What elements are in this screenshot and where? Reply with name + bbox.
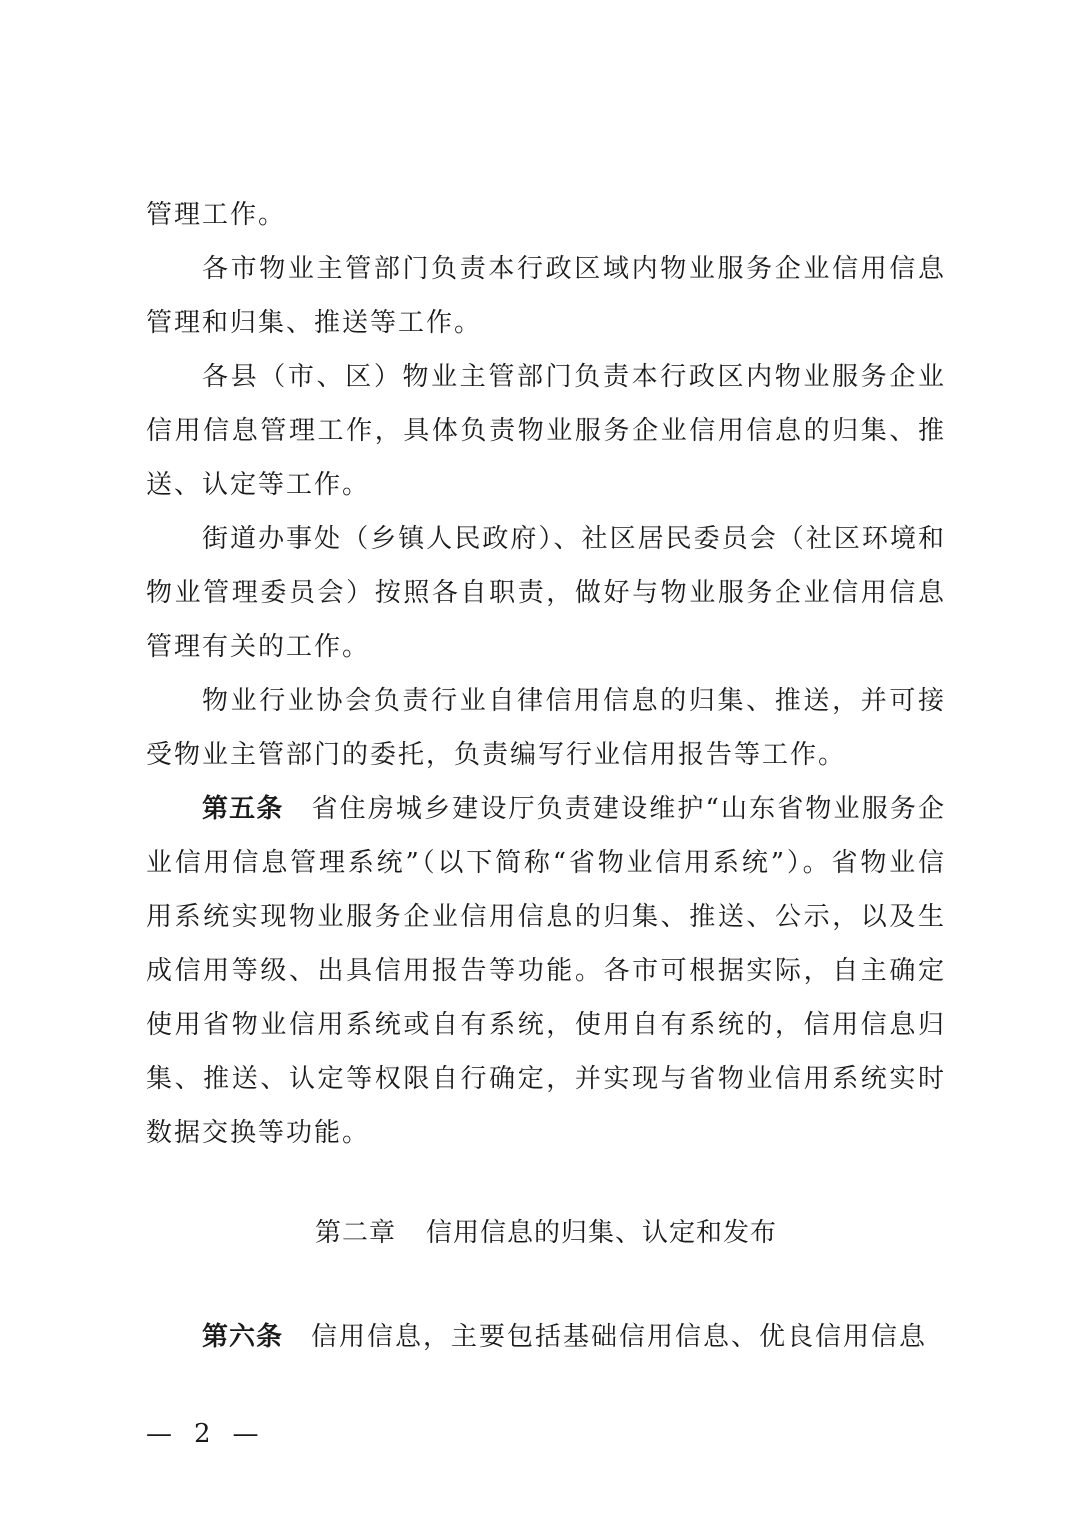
chapter-title: 信用信息的归集、认定和发布	[426, 1218, 778, 1248]
article-6	[146, 1310, 946, 1364]
document-body	[146, 188, 946, 1364]
article-6-label: 第六条	[202, 1322, 284, 1352]
page-footer	[146, 1416, 261, 1452]
paragraph-continued: 管理工作。	[146, 200, 287, 230]
article-5-label: 第五条	[202, 794, 284, 824]
page-number: 2	[194, 1419, 213, 1449]
footer-dash-right: —	[232, 1419, 261, 1449]
paragraph-industry-association: 物业行业协会负责行业自律信用信息的归集、推送，并可接受物业主管部门的委托，负责编写行业信用报告等工作。	[146, 686, 946, 770]
chapter-heading	[146, 1206, 946, 1260]
article-5-text: 省住房城乡建设厅负责建设维护“山东省物业服务企业信用信息管理系统”（以下简称“省物业信用系统”）。省物业信用系统实现物业服务企业信用信息的归集、推送、公示，以及生成信用等级、出具信用报告等功能。各市可根据实际，自主确定使用省物业信用系统或自有系统，使用自有系统的，信用信息归集、推送、认定等权限自行确定，并实现与省物业信用系统实时数据交换等功能。	[146, 794, 946, 1148]
article-6-text: 信用信息，主要包括基础信用信息、优良信用信息	[311, 1322, 928, 1352]
chapter-number: 第二章	[314, 1218, 396, 1248]
paragraph-city-department: 各市物业主管部门负责本行政区域内物业服务企业信用信息管理和归集、推送等工作。	[146, 254, 946, 338]
footer-dash-left: —	[146, 1419, 174, 1449]
paragraph-county-department: 各县（市、区）物业主管部门负责本行政区内物业服务企业信用信息管理工作，具体负责物业服务企业信用信息的归集、推送、认定等工作。	[146, 362, 946, 500]
article-5	[146, 782, 946, 1160]
paragraph-street-office: 街道办事处（乡镇人民政府）、社区居民委员会（社区环境和物业管理委员会）按照各自职责，做好与物业服务企业信用信息管理有关的工作。	[146, 524, 946, 662]
